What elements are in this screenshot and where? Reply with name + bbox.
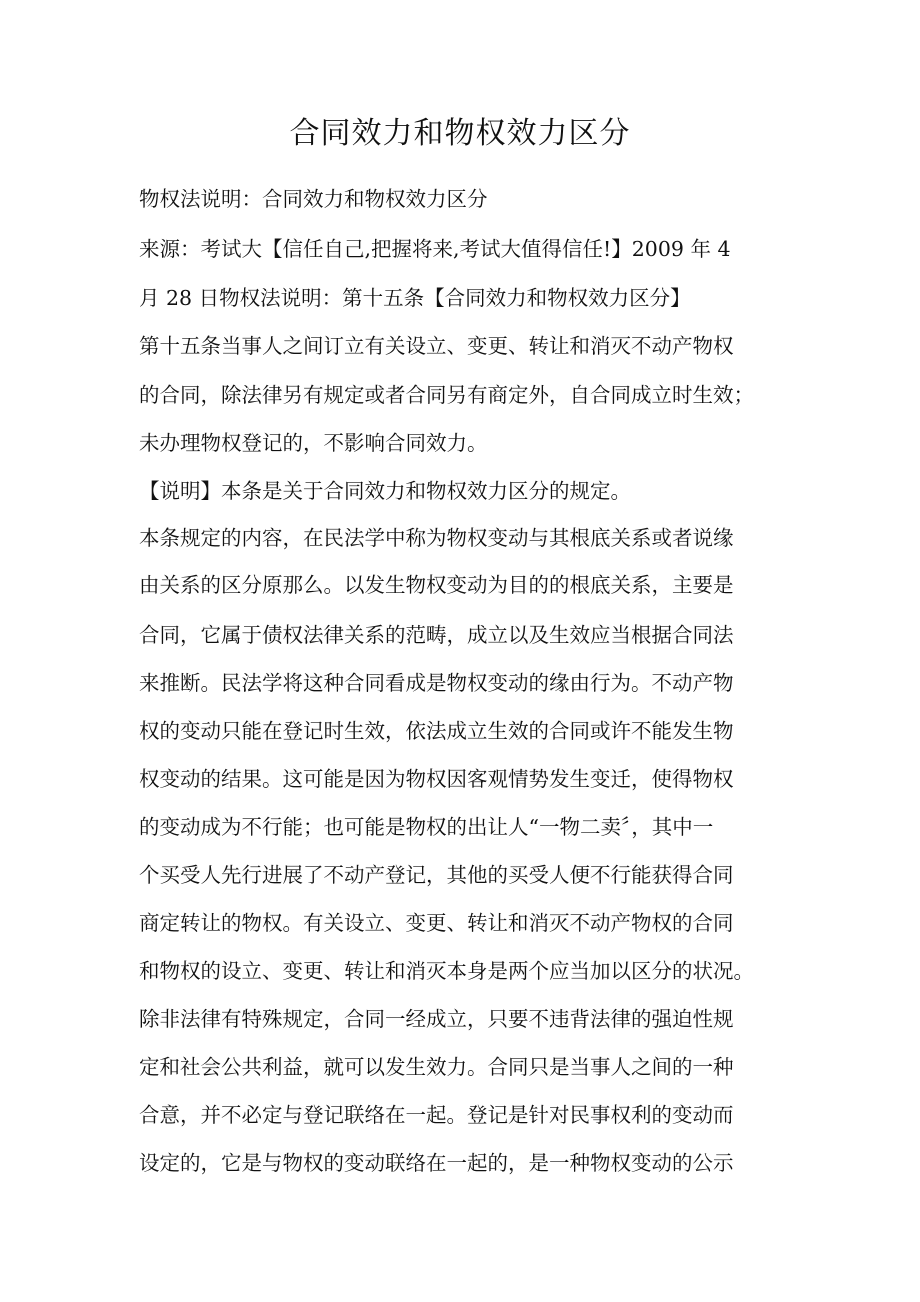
text-line: 权的变动只能在登记时生效，依法成立生效的合同或许不能发生物 <box>139 719 734 743</box>
text-line: 的变动成为不行能；也可能是物权的出让人“一物二卖〞，其中一 <box>139 815 714 839</box>
document-title: 合同效力和物权效力区分 <box>289 116 631 151</box>
text-line: 来推断。民法学将这种合同看成是物权变动的缘由行为。不动产物 <box>139 671 734 695</box>
text-line: 个买受人先行进展了不动产登记，其他的买受人便不行能获得合同 <box>139 863 734 887</box>
text-line: 月 28 日物权法说明：第十五条【合同效力和物权效力区分】 <box>139 286 691 310</box>
text-line: 权变动的结果。这可能是因为物权因客观情势发生变迁，使得物权 <box>139 767 734 791</box>
text-line: 来源：考试大【信任自己,把握将来,考试大值得信任!】2009 年 4 <box>139 237 731 261</box>
text-line: 本条规定的内容，在民法学中称为物权变动与其根底关系或者说缘 <box>139 526 734 550</box>
text-line: 商定转让的物权。有关设立、变更、转让和消灭不动产物权的合同 <box>139 911 734 935</box>
text-line: 未办理物权登记的，不影响合同效力。 <box>139 431 488 455</box>
text-line: 合同，它属于债权法律关系的范畴，成立以及生效应当根据合同法 <box>139 623 734 647</box>
text-line: 【说明】本条是关于合同效力和物权效力区分的规定。 <box>139 479 631 503</box>
text-line: 第十五条当事人之间订立有关设立、变更、转让和消灭不动产物权 <box>139 334 734 358</box>
text-line: 设定的，它是与物权的变动联络在一起的，是一种物权变动的公示 <box>139 1151 734 1175</box>
text-line: 合意，并不必定与登记联络在一起。登记是针对民事权利的变动而 <box>139 1103 734 1127</box>
text-line: 和物权的设立、变更、转让和消灭本身是两个应当加以区分的状况。 <box>139 959 754 983</box>
text-line: 除非法律有特殊规定，合同一经成立，只要不违背法律的强迫性规 <box>139 1007 734 1031</box>
text-line: 物权法说明：合同效力和物权效力区分 <box>139 187 488 211</box>
text-line: 定和社会公共利益，就可以发生效力。合同只是当事人之间的一种 <box>139 1055 734 1079</box>
text-line: 由关系的区分原那么。以发生物权变动为目的的根底关系，主要是 <box>139 573 734 597</box>
text-line: 的合同，除法律另有规定或者合同另有商定外，自合同成立时生效； <box>139 383 754 407</box>
